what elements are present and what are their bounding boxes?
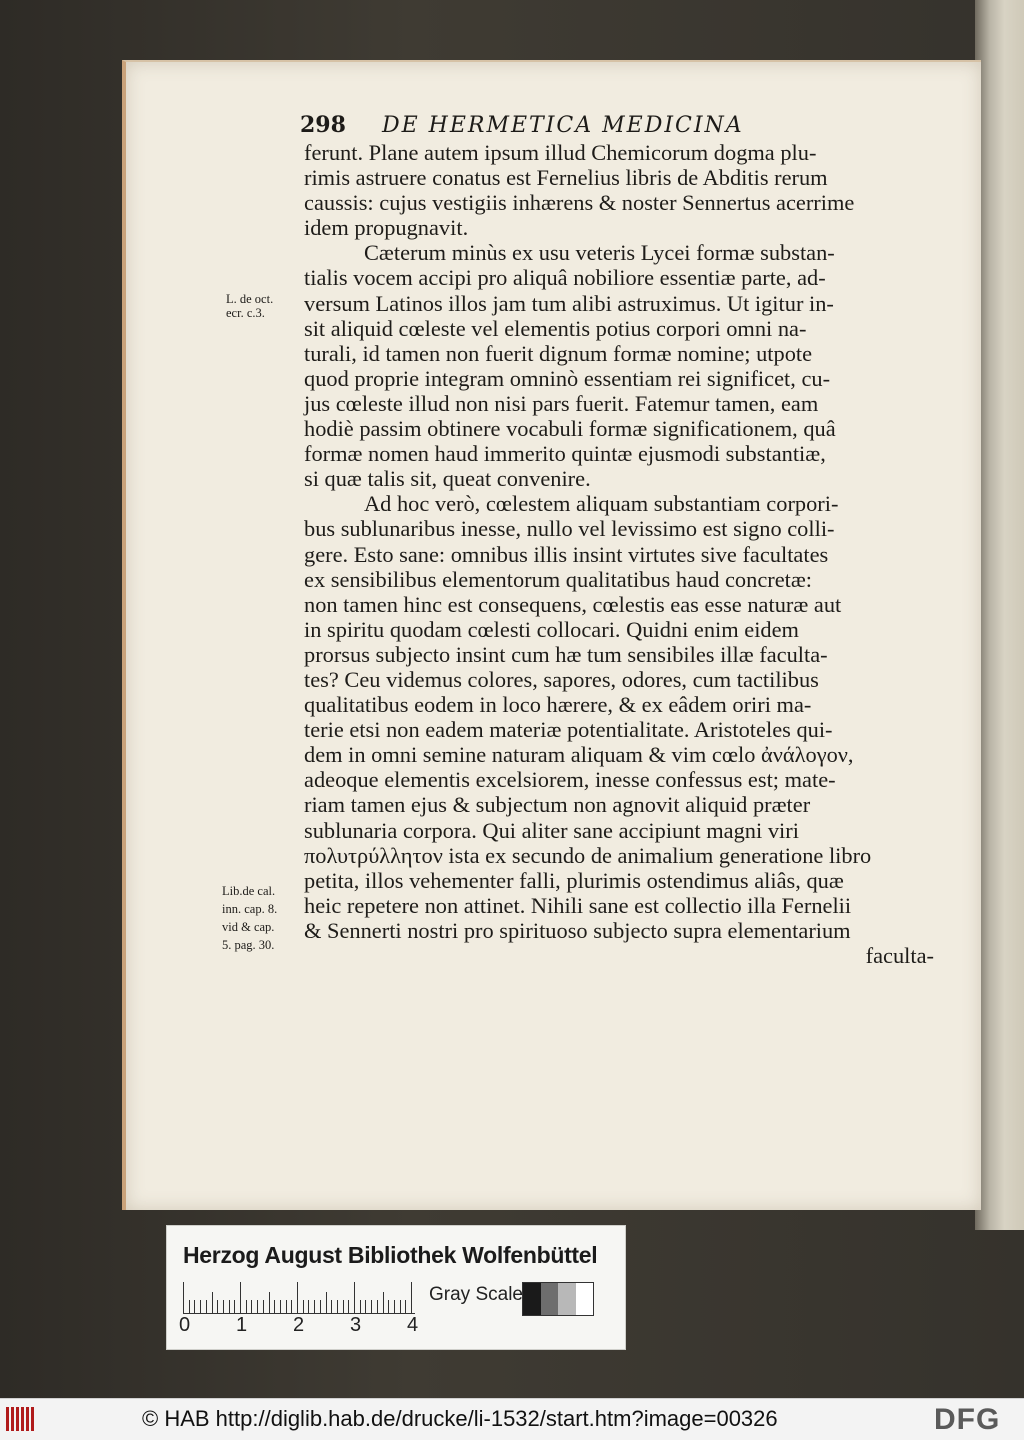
margin-note-line: inn. cap. 8. (222, 902, 278, 916)
page-body (304, 140, 954, 968)
ruler-tick (286, 1300, 287, 1314)
ruler-tick (314, 1300, 315, 1314)
gray-scale-swatches (522, 1282, 594, 1316)
gray-scale-label: Gray Scale (429, 1284, 523, 1305)
margin-note-line: vid & cap. (222, 920, 275, 934)
ruler-tick (240, 1282, 241, 1314)
ruler-number: 4 (407, 1314, 419, 1336)
footer-bar (0, 1398, 1024, 1440)
ruler-tick (331, 1300, 332, 1314)
running-title: DE HERMETICA MEDICINA (381, 113, 744, 138)
text-line: & Sennerti nostri pro spirituoso subjecto supra elementarium (304, 917, 851, 943)
page-number: 298 (300, 112, 346, 138)
ruler-tick (257, 1300, 258, 1314)
text-line: quod proprie integram omninò essentiam rei significet, cu- (304, 365, 831, 391)
ruler-tick (326, 1292, 327, 1314)
gray-swatch (523, 1283, 541, 1315)
hab-logo-icon (6, 1407, 36, 1431)
ruler-tick (354, 1282, 355, 1314)
ruler-tick (377, 1300, 378, 1314)
margin-note (226, 292, 273, 320)
text-line: versum Latinos illos jam tum alibi astruximus. Ut igitur in- (304, 290, 834, 316)
ruler-tick (411, 1282, 412, 1314)
text-line: turali, id tamen non fuerit dignum formæ nomine; utpote (304, 340, 813, 366)
ruler-tick (303, 1300, 304, 1314)
ruler-tick (183, 1282, 184, 1314)
ruler-tick (200, 1300, 201, 1314)
ruler-number: 2 (293, 1314, 305, 1336)
gray-swatch (558, 1283, 576, 1315)
ruler-tick (280, 1300, 281, 1314)
margin-note-line: L. de oct. (226, 292, 274, 306)
footer-link[interactable]: © HAB http://diglib.hab.de/drucke/li-1532/start.htm?image=00326 (142, 1406, 778, 1431)
ruler-tick (223, 1300, 224, 1314)
dfg-logo: DFG (934, 1403, 1001, 1436)
ruler-tick (320, 1300, 321, 1314)
text-line: qualitatibus eodem in loco hærere, & ex eâdem oriri ma- (304, 692, 812, 718)
library-name: Herzog August Bibliothek Wolfenbüttel (183, 1242, 598, 1268)
ruler-tick (371, 1300, 372, 1314)
ruler-tick (343, 1300, 344, 1314)
text-line: si quæ talis sit, queat convenire. (304, 466, 591, 492)
ruler-tick (189, 1300, 190, 1314)
text-line: terie etsi non eadem materiæ potentialitate. Aristoteles qui- (304, 717, 833, 743)
ruler-tick (269, 1292, 270, 1314)
text-line: sit aliquid cœleste vel elementis potius corpori omni na- (304, 315, 807, 341)
ruler-tick (246, 1300, 247, 1314)
gray-swatch (576, 1283, 594, 1315)
text-line: sublunaria corpora. Qui aliter sane accipiunt magni viri (304, 817, 799, 843)
ruler-tick (274, 1300, 275, 1314)
ruler-tick (360, 1300, 361, 1314)
margin-note-line: ecr. c.3. (226, 306, 265, 320)
margin-note-line: 5. pag. 30. (222, 938, 275, 952)
text-line: bus sublunaribus inesse, nullo vel levissimo est signo colli- (304, 516, 835, 542)
catchword: faculta- (865, 943, 934, 968)
ruler-tick (308, 1300, 309, 1314)
ruler-tick (400, 1300, 401, 1314)
gray-swatch (541, 1283, 559, 1315)
ruler-tick (388, 1300, 389, 1314)
text-line: πολυτρύλλητον ista ex secundo de animalium generatione libro (304, 842, 872, 868)
ruler-number: 0 (179, 1314, 191, 1336)
text-line: petita, illos vehementer falli, plurimis ostendimus aliâs, quæ (304, 867, 844, 893)
text-line: ex sensibilibus elementorum qualitatibus haud concretæ: (304, 566, 813, 592)
text-line: adeoque elementis excelsiorem, inesse confessus est; mate- (304, 767, 836, 793)
text-line: tialis vocem accipi pro aliquâ nobiliore essentiæ parte, ad- (304, 265, 826, 291)
ruler-tick (405, 1300, 406, 1314)
ruler-tick (291, 1300, 292, 1314)
ruler-tick (365, 1300, 366, 1314)
ruler-tick (394, 1300, 395, 1314)
ruler-tick (348, 1300, 349, 1314)
scale-ruler (183, 1282, 423, 1314)
text-line: dem in omni semine naturam aliquam & vim cœlo ἀνάλογον, (304, 742, 854, 768)
text-line: rimis astruere conatus est Fernelius libris de Abditis rerum (304, 165, 828, 191)
text-line: riam tamen ejus & subjectum non agnovit aliquid præter (304, 792, 811, 818)
ruler-tick (383, 1292, 384, 1314)
ruler-number: 3 (350, 1314, 362, 1336)
text-line: Cæterum minùs ex usu veteris Lycei formæ substan- (364, 240, 835, 266)
text-line: idem propugnavit. (304, 215, 469, 241)
text-line: hodiè passim obtinere vocabuli formæ significationem, quâ (304, 416, 836, 442)
text-line: jus cœleste illud non nisi pars fuerit. Fatemur tamen, eam (304, 390, 819, 416)
text-line: prorsus subjecto insint cum hæ tum sensibiles illæ faculta- (304, 641, 828, 667)
calibration-card (166, 1225, 626, 1350)
text-line: ferunt. Plane autem ipsum illud Chemicorum dogma plu- (304, 140, 817, 165)
text-line: heic repetere non attinet. Nihili sane est collectio illa Fernelii (304, 892, 852, 918)
text-line: tes? Ceu videmus colores, sapores, odores, cum tactilibus (304, 666, 819, 692)
ruler-tick (251, 1300, 252, 1314)
text-line: formæ nomen haud immerito quintæ ejusmodi substantiæ, (304, 441, 826, 467)
ruler-tick (206, 1300, 207, 1314)
margin-note (222, 882, 277, 954)
text-line: Ad hoc verò, cœlestem aliquam substantiam corpori- (364, 491, 839, 517)
ruler-tick (194, 1300, 195, 1314)
margin-note-line: Lib.de cal. (222, 884, 276, 898)
ruler-tick (217, 1300, 218, 1314)
ruler-tick (212, 1292, 213, 1314)
ruler-tick (234, 1300, 235, 1314)
ruler-number: 1 (236, 1314, 248, 1336)
ruler-tick (337, 1300, 338, 1314)
text-line: in spiritu quodam cœlesti collocari. Quidni enim eidem (304, 616, 799, 642)
text-line: caussis: cujus vestigiis inhærens & noster Sennertus acerrime (304, 190, 855, 216)
adjacent-page-edge (975, 0, 1024, 1230)
ruler-tick (229, 1300, 230, 1314)
text-line: non tamen hinc est consequens, cœlestis eas esse naturæ aut (304, 591, 842, 617)
ruler-tick (297, 1282, 298, 1314)
ruler-tick (263, 1300, 264, 1314)
text-line: gere. Esto sane: omnibus illis insint virtutes sive facultates (304, 541, 829, 567)
